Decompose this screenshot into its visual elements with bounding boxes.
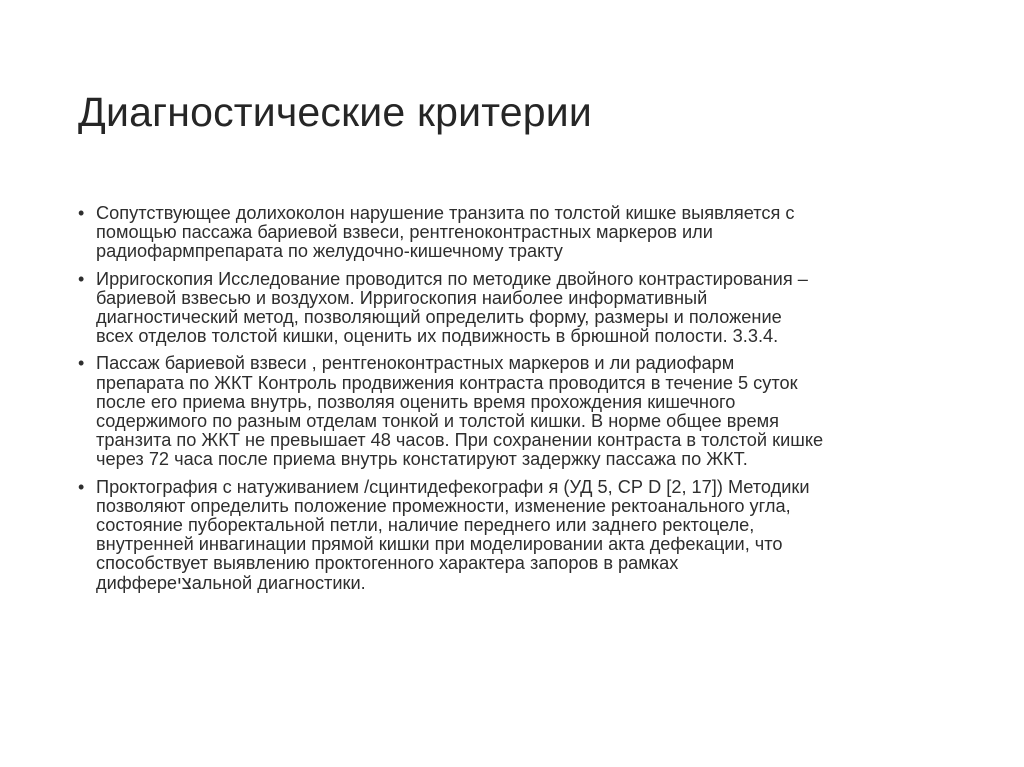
bullet-text-line: внутренней инвагинации прямой кишки при моделировании акта дефекации, что (96, 534, 783, 555)
bullet-item-3 (78, 354, 958, 469)
bullet-text-line: препарата по ЖКТ Контроль продвижения контраста проводится в течение 5 суток (96, 372, 798, 393)
bullet-text-line: через 72 часа после приема внутрь констатируют задержку пассажа по ЖКТ. (96, 449, 748, 470)
bullet-text-line: после его приема внутрь, позволяя оценить время прохождения кишечного (96, 391, 736, 412)
bullet-text-line: бариевой взвесью и воздухом. Ирригоскопия наиболее информативный (96, 287, 708, 308)
bullet-text-line: диффереציальной диагностики. (96, 572, 366, 593)
bullet-text-line: помощью пассажа бариевой взвеси, рентгеноконтрастных маркеров или (96, 222, 713, 243)
bullet-text-line: Проктография с натуживанием /сцинтидефекографи я (УД 5, СР D [2, 17]) Методики (96, 476, 810, 497)
bullet-text-line: Пассаж бариевой взвеси , рентгеноконтрастных маркеров и ли радиофарм (96, 353, 735, 374)
bullet-text-line: Сопутствующее долихоколон нарушение транзита по толстой кишке выявляется с (96, 203, 795, 223)
bullet-list (78, 204, 958, 601)
bullet-marker: • (78, 203, 85, 223)
bullet-marker: • (78, 353, 85, 374)
bullet-text-line: радиофармпрепарата по желудочно-кишечному тракту (96, 241, 563, 262)
slide-title: Диагностические критерии (78, 89, 592, 135)
bullet-text-line: транзита по ЖКТ не превышает 48 часов. При сохранении контраста в толстой кишке (96, 430, 824, 451)
bullet-item-2 (78, 270, 958, 347)
bullet-text-line: состояние пуборектальной петли, наличие переднего или заднего ректоцеле, (96, 515, 755, 536)
bullet-text-line: Ирригоскопия Исследование проводится по методике двойного контрастирования – (96, 268, 808, 289)
bullet-text-line: диагностический метод, позволяющий определить форму, размеры и положение (96, 307, 782, 328)
bullet-marker: • (78, 476, 85, 497)
bullet-text-line: способствует выявлению проктогенного характера запоров в рамках (96, 553, 679, 574)
bullet-text-line: позволяют определить положение промежности, изменение ректоанального угла, (96, 495, 791, 516)
bullet-item-4 (78, 478, 958, 593)
bullet-text-line: содержимого по разным отделам тонкой и толстой кишки. В норме общее время (96, 411, 779, 432)
bullet-item-1 (78, 204, 958, 262)
bullet-text-line: всех отделов толстой кишки, оценить их подвижность в брюшной полости. 3.3.4. (96, 326, 779, 347)
bullet-marker: • (78, 268, 85, 289)
